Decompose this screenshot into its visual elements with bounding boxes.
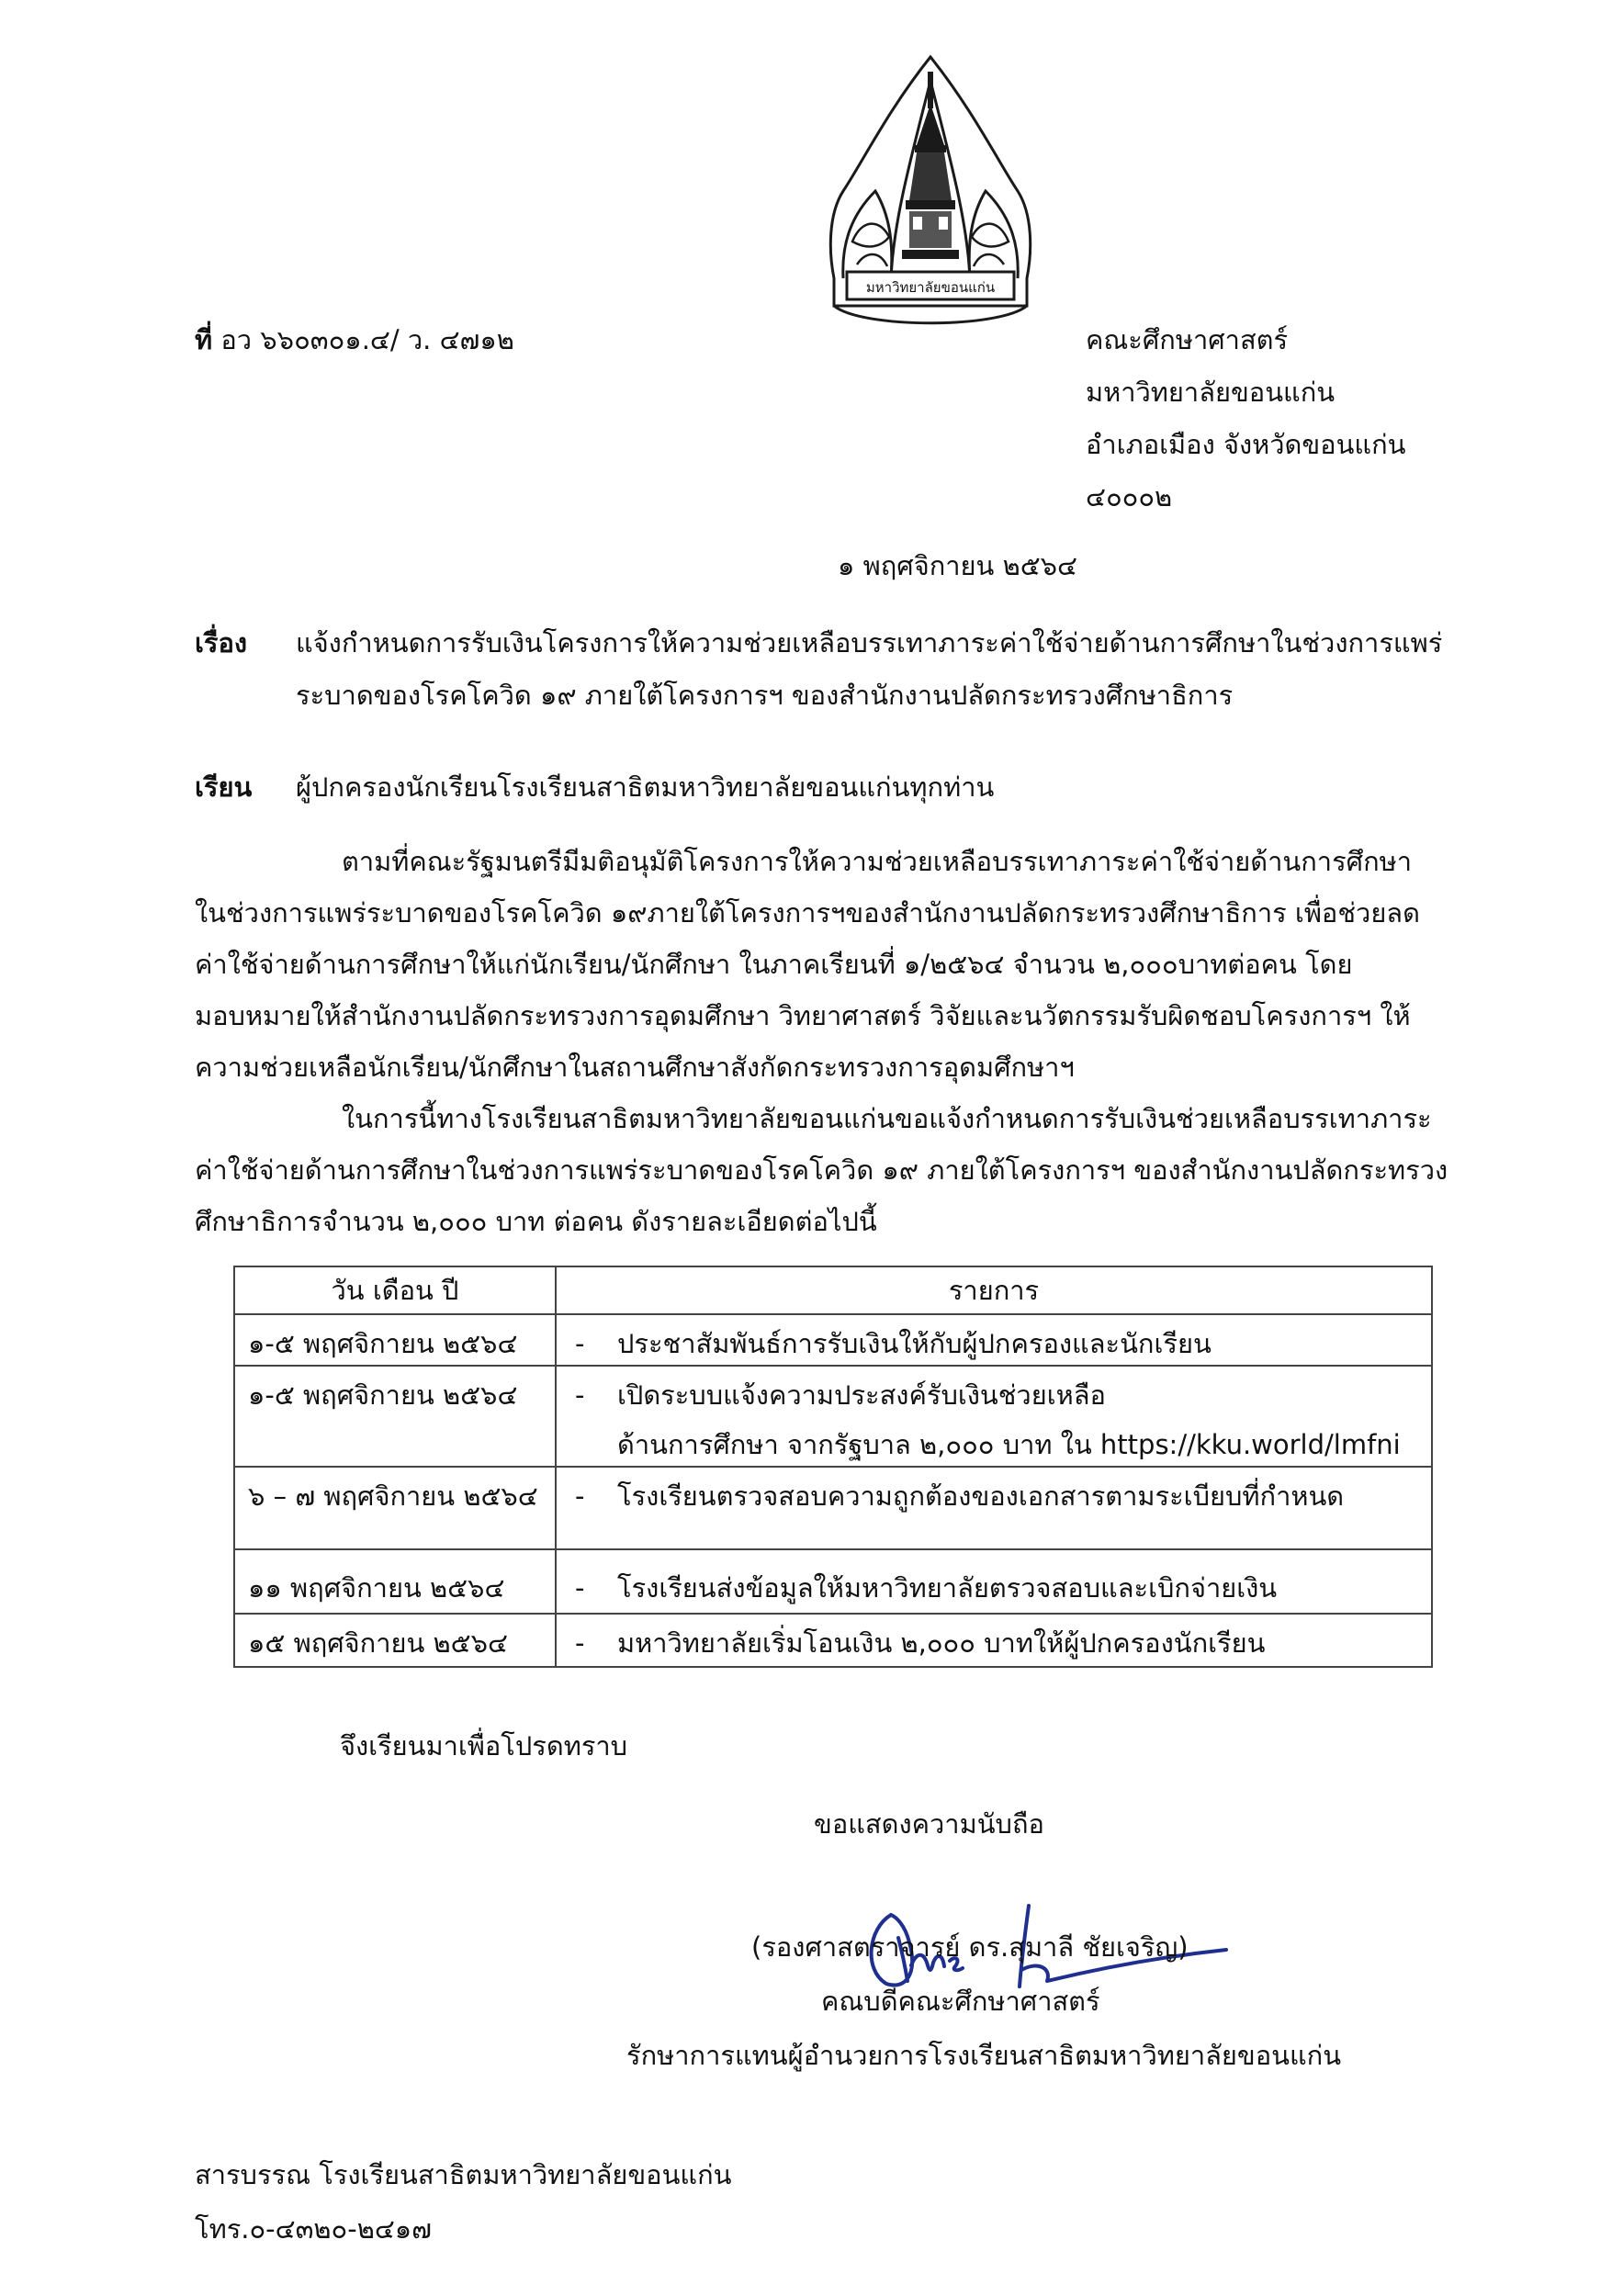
paragraph-1-line: ในช่วงการแพร่ระบาดของโรคโควิด ๑๙ภายใต้โครงการฯของสำนักงานปลัดกระทรวงศึกษาธิการ เพื่อช่วยลด (195, 897, 1420, 929)
closing-regards: ขอแสดงความนับถือ (814, 1808, 1044, 1840)
signatory-position: คณบดีคณะศึกษาศาสตร์ (821, 1986, 1100, 2017)
sender-address-line-2: มหาวิทยาลัยขอนแก่น (1086, 377, 1336, 408)
body-paragraph-1 (195, 836, 1471, 1093)
paragraph-1-line: ค่าใช้จ่ายด้านการศึกษาให้แก่นักเรียน/นักศึกษา ในภาคเรียนที่ ๑/๒๕๖๔ จำนวน ๒,๐๐๐บาทต่อคน โดย (195, 949, 1353, 980)
letter-date: ๑ พฤศจิกายน ๒๕๖๔ (838, 550, 1077, 581)
paragraph-1-line: ความช่วยเหลือนักเรียน/นักศึกษาในสถานศึกษาสังกัดกระทรวงการอุดมศึกษาฯ (195, 1052, 1075, 1083)
table-row (234, 1467, 1432, 1549)
schedule-item: - เปิดระบบแจ้งความประสงค์รับเงินช่วยเหลือ ด้านการศึกษา จากรัฐบาล ๒,๐๐๐ บาท ใน https://kku.world/lmfni (556, 1366, 1432, 1467)
reference-line (195, 324, 514, 355)
schedule-date: ๑-๕ พฤศจิกายน ๒๕๖๔ (234, 1314, 556, 1366)
university-emblem (825, 53, 1036, 338)
schedule-date: ๑-๕ พฤศจิกายน ๒๕๖๔ (234, 1366, 556, 1467)
table-row (234, 1614, 1432, 1667)
schedule-item: - มหาวิทยาลัยเริ่มโอนเงิน ๒,๐๐๐ บาทให้ผู้ปกครองนักเรียน (556, 1614, 1432, 1667)
emblem-banner-text: มหาวิทยาลัยขอนแก่น (865, 279, 996, 296)
column-header-date: วัน เดือน ปี (234, 1266, 556, 1314)
table-row (234, 1366, 1432, 1467)
reference-number: อว ๖๖๐๓๐๑.๔/ ว. ๔๗๑๒ (220, 324, 514, 355)
table-header-row (234, 1266, 1432, 1314)
paragraph-2-line: ค่าใช้จ่ายด้านการศึกษาในช่วงการแพร่ระบาดของโรคโควิด ๑๙ ภายใต้โครงการฯ ของสำนักงานปลัดกระทรวง (195, 1154, 1448, 1186)
schedule-item: - โรงเรียนตรวจสอบความถูกต้องของเอกสารตามระเบียบที่กำหนด (556, 1467, 1432, 1549)
subject-line-2: ระบาดของโรคโควิด ๑๙ ภายใต้โครงการฯ ของสำนักงานปลัดกระทรวงศึกษาธิการ (296, 680, 1234, 711)
paragraph-2-line: ในการนี้ทางโรงเรียนสาธิตมหาวิทยาลัยขอนแก่นขอแจ้งกำหนดการรับเงินช่วยเหลือบรรเทาภาระ (342, 1103, 1432, 1134)
table-row (234, 1314, 1432, 1366)
subject-label: เรื่อง (195, 627, 248, 658)
schedule-item: - ประชาสัมพันธ์การรับเงินให้กับผู้ปกครองและนักเรียน (556, 1314, 1432, 1366)
closing-request: จึงเรียนมาเพื่อโปรดทราบ (340, 1730, 628, 1761)
column-header-item: รายการ (556, 1266, 1432, 1314)
schedule-date: ๖ – ๗ พฤศจิกายน ๒๕๖๔ (234, 1467, 556, 1549)
paragraph-1-line: ตามที่คณะรัฐมนตรีมีมติอนุมัติโครงการให้ความช่วยเหลือบรรเทาภาระค่าใช้จ่ายด้านการศึกษา (342, 846, 1413, 877)
recipient-text: ผู้ปกครองนักเรียนโรงเรียนสาธิตมหาวิทยาลัยขอนแก่นทุกท่าน (296, 771, 995, 803)
schedule-date: ๑๕ พฤศจิกายน ๒๕๖๔ (234, 1614, 556, 1667)
subject-line-1: แจ้งกำหนดการรับเงินโครงการให้ความช่วยเหลือบรรเทาภาระค่าใช้จ่ายด้านการศึกษาในช่วงการแพร่ (296, 627, 1443, 658)
schedule-table (233, 1266, 1433, 1668)
recipient-label: เรียน (195, 771, 253, 803)
signatory-acting-role: รักษาการแทนผู้อำนวยการโรงเรียนสาธิตมหาวิทยาลัยขอนแก่น (626, 2040, 1342, 2071)
schedule-item: - โรงเรียนส่งข้อมูลให้มหาวิทยาลัยตรวจสอบและเบิกจ่ายเงิน (556, 1549, 1432, 1614)
sender-address-line-4: ๔๐๐๐๒ (1086, 481, 1173, 512)
footer-office: สารบรรณ โรงเรียนสาธิตมหาวิทยาลัยขอนแก่น (195, 2159, 732, 2190)
paragraph-1-line: มอบหมายให้สำนักงานปลัดกระทรวงการอุดมศึกษา วิทยาศาสตร์ วิจัยและนวัตกรรมรับผิดชอบโครงการฯ ให้ (195, 1000, 1411, 1031)
schedule-item-line-2: ด้านการศึกษา จากรัฐบาล ๒,๐๐๐ บาท ใน https://kku.world/lmfni (617, 1429, 1401, 1460)
reference-label: ที่ (195, 324, 213, 355)
sender-address-line-3: อำเภอเมือง จังหวัดขอนแก่น (1086, 429, 1406, 460)
footer-phone: โทร.๐-๔๓๒๐-๒๔๑๗ (195, 2213, 432, 2245)
sender-address-line-1: คณะศึกษาศาสตร์ (1086, 324, 1289, 355)
schedule-date: ๑๑ พฤศจิกายน ๒๕๖๔ (234, 1549, 556, 1614)
body-paragraph-2 (195, 1093, 1471, 1247)
table-row (234, 1549, 1432, 1614)
paragraph-2-line: ศึกษาธิการจำนวน ๒,๐๐๐ บาท ต่อคน ดังรายละเอียดต่อไปนี้ (195, 1206, 877, 1237)
signatory-name: (รองศาสตราจารย์ ดร.สุมาลี ชัยเจริญ) (751, 1931, 1189, 1963)
